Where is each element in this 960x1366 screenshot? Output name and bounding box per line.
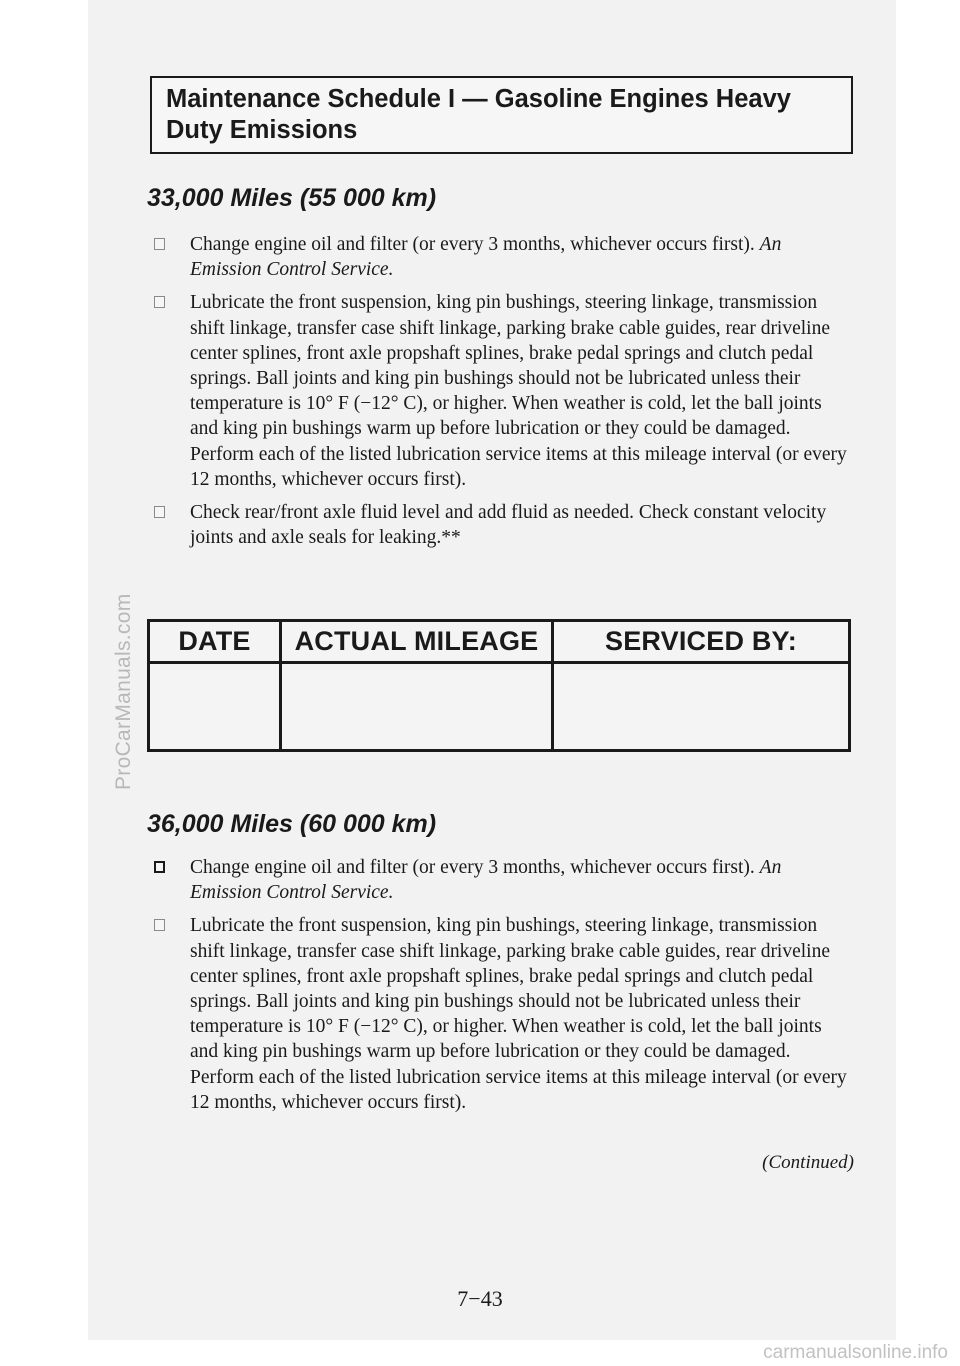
checkbox[interactable] — [154, 238, 165, 250]
item-text: Change engine oil and filter (or every 3 months, whichever occurs first). — [190, 857, 755, 878]
checklist-item — [150, 855, 850, 905]
item-text: Lubricate the front suspension, king pin bushings, steering linkage, transmission shift linkage, transfer case shift linkage, parking brake cable guides, rear driveline center splines, front axle propshaft splines, brake pedal springs and clutch pedal springs. Ball joints and king pin bushings should not be lubricated unless their temperature is 10° F (−12° C), or higher. When weather is cold, let the ball joints and king pin bushings warm up before lubrication or they could be damaged. Perform each of the listed lubrication service items at this mileage interval (or every 12 months, whichever occurs first). — [190, 292, 847, 490]
serviced-by-column-header: SERVICED BY: — [553, 621, 850, 663]
section-heading-33000: 33,000 Miles (55 000 km) — [147, 184, 437, 212]
checkbox[interactable] — [154, 861, 165, 873]
date-column-header: DATE — [149, 621, 281, 663]
service-log-entry-row — [149, 663, 850, 751]
checklist-item — [150, 290, 850, 492]
checkbox[interactable] — [154, 296, 165, 308]
service-log-header-row — [149, 621, 850, 663]
continued-label: (Continued) — [762, 1152, 854, 1173]
actual-mileage-column-header: ACTUAL MILEAGE — [281, 621, 553, 663]
checklist-36000 — [150, 855, 850, 1123]
checklist-item — [150, 232, 850, 282]
item-text: Lubricate the front suspension, king pin bushings, steering linkage, transmission shift linkage, transfer case shift linkage, parking brake cable guides, rear driveline center splines, front axle propshaft splines, brake pedal springs and clutch pedal springs. Ball joints and king pin bushings should not be lubricated unless their temperature is 10° F (−12° C), or higher. When weather is cold, let the ball joints and king pin bushings warm up before lubrication or they could be damaged. Perform each of the listed lubrication service items at this mileage interval (or every 12 months, whichever occurs first). — [190, 915, 847, 1113]
checkbox[interactable] — [154, 506, 165, 518]
page-title: Maintenance Schedule I — Gasoline Engines Heavy Duty Emissions — [166, 85, 791, 144]
page-number: 7−43 — [457, 1286, 503, 1311]
page-header — [150, 76, 853, 154]
actual-mileage-cell[interactable] — [281, 663, 553, 751]
item-text: Change engine oil and filter (or every 3 months, whichever occurs first). — [190, 234, 755, 255]
side-watermark: ProCarManuals.com — [112, 593, 135, 790]
section-heading-36000: 36,000 Miles (60 000 km) — [147, 810, 437, 838]
checklist-item — [150, 500, 850, 550]
bottom-watermark: carmanualsonline.info — [763, 1342, 948, 1363]
date-cell[interactable] — [149, 663, 281, 751]
bottom-watermark-bar — [0, 1340, 960, 1366]
checklist-33000 — [150, 232, 850, 558]
item-note: An Emission Control Service. — [190, 234, 782, 281]
item-note: An Emission Control Service. — [190, 857, 782, 904]
service-log-table — [147, 619, 851, 752]
item-text: Check rear/front axle fluid level and add fluid as needed. Check constant velocity joints and axle seals for leaking.** — [190, 502, 827, 549]
checklist-item — [150, 913, 850, 1115]
serviced-by-cell[interactable] — [553, 663, 850, 751]
checkbox[interactable] — [154, 919, 165, 931]
